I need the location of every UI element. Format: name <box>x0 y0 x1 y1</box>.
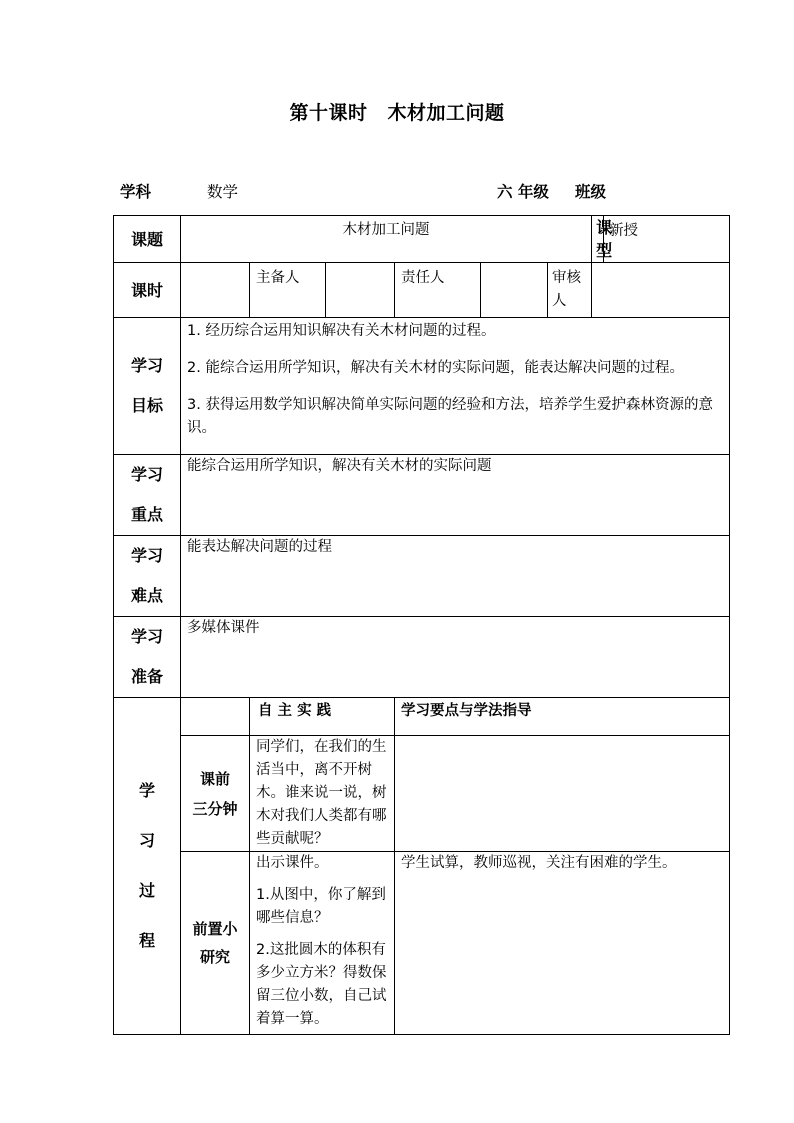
reviewer-label: 审核人 <box>548 263 592 318</box>
goals-content <box>181 318 730 455</box>
lesson-plan-table <box>113 215 730 1035</box>
key-label: 学习 重点 <box>114 455 181 536</box>
prep-label: 学习 准备 <box>114 617 181 698</box>
key-content: 能综合运用所学知识，解决有关木材的实际问题 <box>181 455 730 536</box>
responsible-value <box>481 263 548 318</box>
class-label: 班级 <box>575 183 607 201</box>
difficulty-content: 能表达解决问题的过程 <box>181 536 730 617</box>
reviewer-value <box>592 263 730 318</box>
process-label: 学 习 过 程 <box>114 698 181 1035</box>
prestudy-item: 2.这批圆木的体积有多少立方米？得数保留三位小数，自己试着算一算。 <box>256 942 387 1027</box>
title-lesson-number: 第十课时 <box>289 102 368 124</box>
practice-column-header: 自 主 实 践 <box>250 698 395 736</box>
warmup-practice: 同学们，在我们的生活当中，离不开树木。谁来说一说，树木对我们人类都有哪些贡献呢？ <box>250 736 395 852</box>
topic-value: 木材加工问题 <box>181 216 592 263</box>
prestudy-item: 1.从图中，你了解到哪些信息？ <box>256 887 386 926</box>
difficulty-label: 学习 难点 <box>114 536 181 617</box>
prestudy-practice <box>250 852 395 1035</box>
prep-content: 多媒体课件 <box>181 617 730 698</box>
goal-item: 1. 经历综合运用知识解决有关木材问题的过程。 <box>187 323 496 339</box>
process-header-blank <box>181 698 250 736</box>
goal-item: 2. 能综合运用所学知识，解决有关木材的实际问题，能表达解决问题的过程。 <box>187 360 684 376</box>
responsible-label: 责任人 <box>395 263 481 318</box>
guidance-column-header: 学习要点与学法指导 <box>395 698 730 736</box>
subject-value: 数学 <box>207 183 239 201</box>
preparer-label: 主备人 <box>250 263 326 318</box>
prestudy-item: 出示课件。 <box>256 855 329 871</box>
title-topic: 木材加工问题 <box>387 102 505 124</box>
subject-label: 学科 <box>120 183 152 201</box>
type-value: 新授 <box>604 216 730 263</box>
topic-label: 课题 <box>114 216 181 263</box>
period-value <box>181 263 250 318</box>
period-label: 课时 <box>114 263 181 318</box>
page-title <box>0 98 794 125</box>
prestudy-label: 前置小 研究 <box>181 852 250 1035</box>
grade-label: 六 年级 <box>497 183 549 201</box>
type-label: 课型 <box>592 216 604 263</box>
warmup-label: 课前 三分钟 <box>181 736 250 852</box>
goal-item: 3. 获得运用数学知识解决简单实际问题的经验和方法，培养学生爱护森林资源的意识。 <box>187 397 713 436</box>
warmup-guidance <box>395 736 730 852</box>
goals-label: 学习 目标 <box>114 318 181 455</box>
preparer-value <box>326 263 395 318</box>
prestudy-guidance: 学生试算，教师巡视，关注有困难的学生。 <box>395 852 730 1035</box>
